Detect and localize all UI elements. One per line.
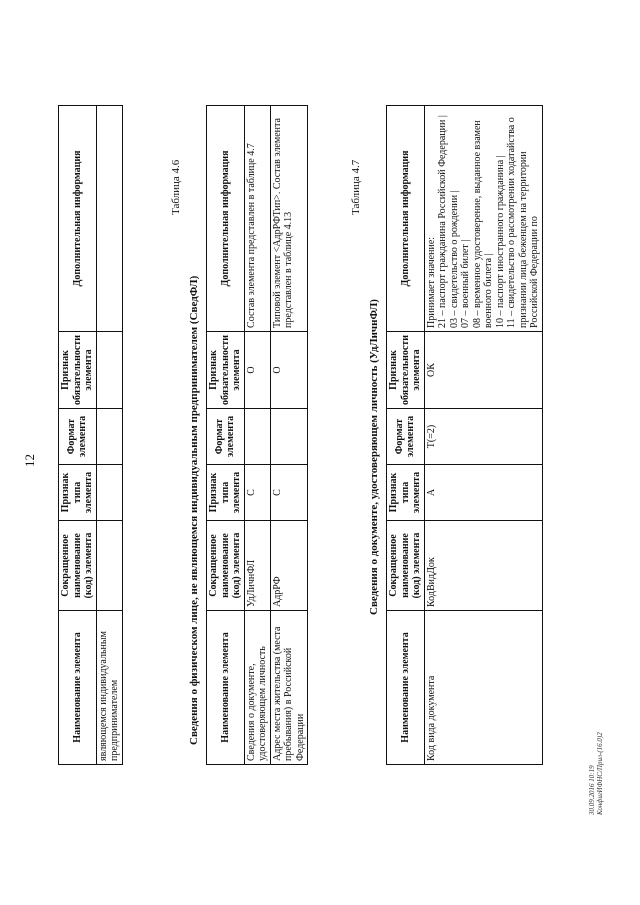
col-header-required: Признак обязательности элемента <box>207 331 245 408</box>
cell-code: АдрРФ <box>270 521 308 611</box>
cell-info <box>96 105 122 331</box>
col-header-format: Формат элемента <box>207 409 245 465</box>
table-title-4-7: Сведения о документе, удостоверяющем личность (УдЛичнФЛ) <box>368 299 380 615</box>
col-header-required: Признак обязательности элемента <box>387 331 425 408</box>
col-header-name: Наименование элемента <box>59 611 97 765</box>
table-continuation <box>58 105 123 765</box>
code-value: 07 – военный билет | <box>460 239 471 328</box>
cell-type: А <box>424 465 542 521</box>
col-header-type: Признак типа элемента <box>387 465 425 521</box>
col-header-format: Формат элемента <box>387 409 425 465</box>
table-row <box>96 105 122 764</box>
stamp-reference: КонфигИФНС/Прил-(16.0)2 <box>596 732 605 815</box>
page-number: 12 <box>22 454 37 467</box>
table-title-4-6: Сведения о физическом лице, не являющемся индивидуальным предпринимателем (СведФЛ) <box>188 275 200 745</box>
cell-format: T(=2) <box>424 409 542 465</box>
col-header-info: Дополнительная информация <box>207 105 245 331</box>
table-number-4-6: Таблица 4.6 <box>170 159 182 215</box>
cell-format <box>244 409 270 465</box>
code-value: 10 – паспорт иностранного гражданина | <box>494 155 506 328</box>
col-header-code: Сокращенное наименование (код) элемента <box>207 521 245 611</box>
table-number-4-7: Таблица 4.7 <box>350 159 362 215</box>
table-header-row <box>387 105 425 764</box>
cell-info: Состав элемента представлен в таблице 4.7 <box>244 105 270 331</box>
table-4-7 <box>386 105 543 765</box>
cell-name: Код вида документа <box>424 611 542 765</box>
cell-type: С <box>270 465 308 521</box>
cell-required: О <box>244 331 270 408</box>
cell-info: Типовой элемент <АдрРФТип>. Состав элемента представлен в таблице 4.13 <box>270 105 308 331</box>
col-header-name: Наименование элемента <box>207 611 245 765</box>
col-header-name: Наименование элемента <box>387 611 425 765</box>
cell-type <box>96 465 122 521</box>
table-header-row <box>207 105 245 764</box>
cell-info <box>424 105 542 331</box>
cell-format <box>96 409 122 465</box>
cell-format <box>270 409 308 465</box>
code-value: 08 – временное удостоверение, выданное взамен военного билета | <box>471 120 494 328</box>
cell-required: ОК <box>424 331 542 408</box>
col-header-format: Формат элемента <box>59 409 97 465</box>
cell-required: О <box>270 331 308 408</box>
table-header-row <box>59 105 97 764</box>
col-header-info: Дополнительная информация <box>387 105 425 331</box>
cell-code: УдЛичнФЛ <box>244 521 270 611</box>
table-row <box>270 105 308 764</box>
code-value: 03 – свидетельство о рождении | <box>448 190 460 328</box>
stamp-date: 30.09.2016 10:19 <box>588 765 596 815</box>
code-value: 21 – паспорт гражданина Российской Федерации | <box>437 115 448 328</box>
cell-name: являющемся индивидуальным предпринимателем <box>96 611 122 765</box>
cell-name: Сведения о документе, удостоверяющем личность <box>244 611 270 765</box>
cell-name: Адрес места жительства (места пребывания) в Российской Федерации <box>270 611 308 765</box>
col-header-code: Сокращенное наименование (код) элемента <box>59 521 97 611</box>
info-intro: Принимает значение: <box>425 236 437 328</box>
cell-type: С <box>244 465 270 521</box>
cell-required <box>96 331 122 408</box>
code-value: 11 – свидетельство о рассмотрении ходатайства о признании лица беженцем на территории Российской Федерации по <box>506 117 540 328</box>
document-stamp <box>588 732 605 815</box>
col-header-type: Признак типа элемента <box>59 465 97 521</box>
cell-code: КодВидДок <box>424 521 542 611</box>
table-row <box>244 105 270 764</box>
col-header-type: Признак типа элемента <box>207 465 245 521</box>
cell-code <box>96 521 122 611</box>
table-4-6 <box>206 105 308 765</box>
table-row <box>424 105 542 764</box>
col-header-required: Признак обязательности элемента <box>59 331 97 408</box>
col-header-info: Дополнительная информация <box>59 105 97 331</box>
col-header-code: Сокращенное наименование (код) элемента <box>387 521 425 611</box>
